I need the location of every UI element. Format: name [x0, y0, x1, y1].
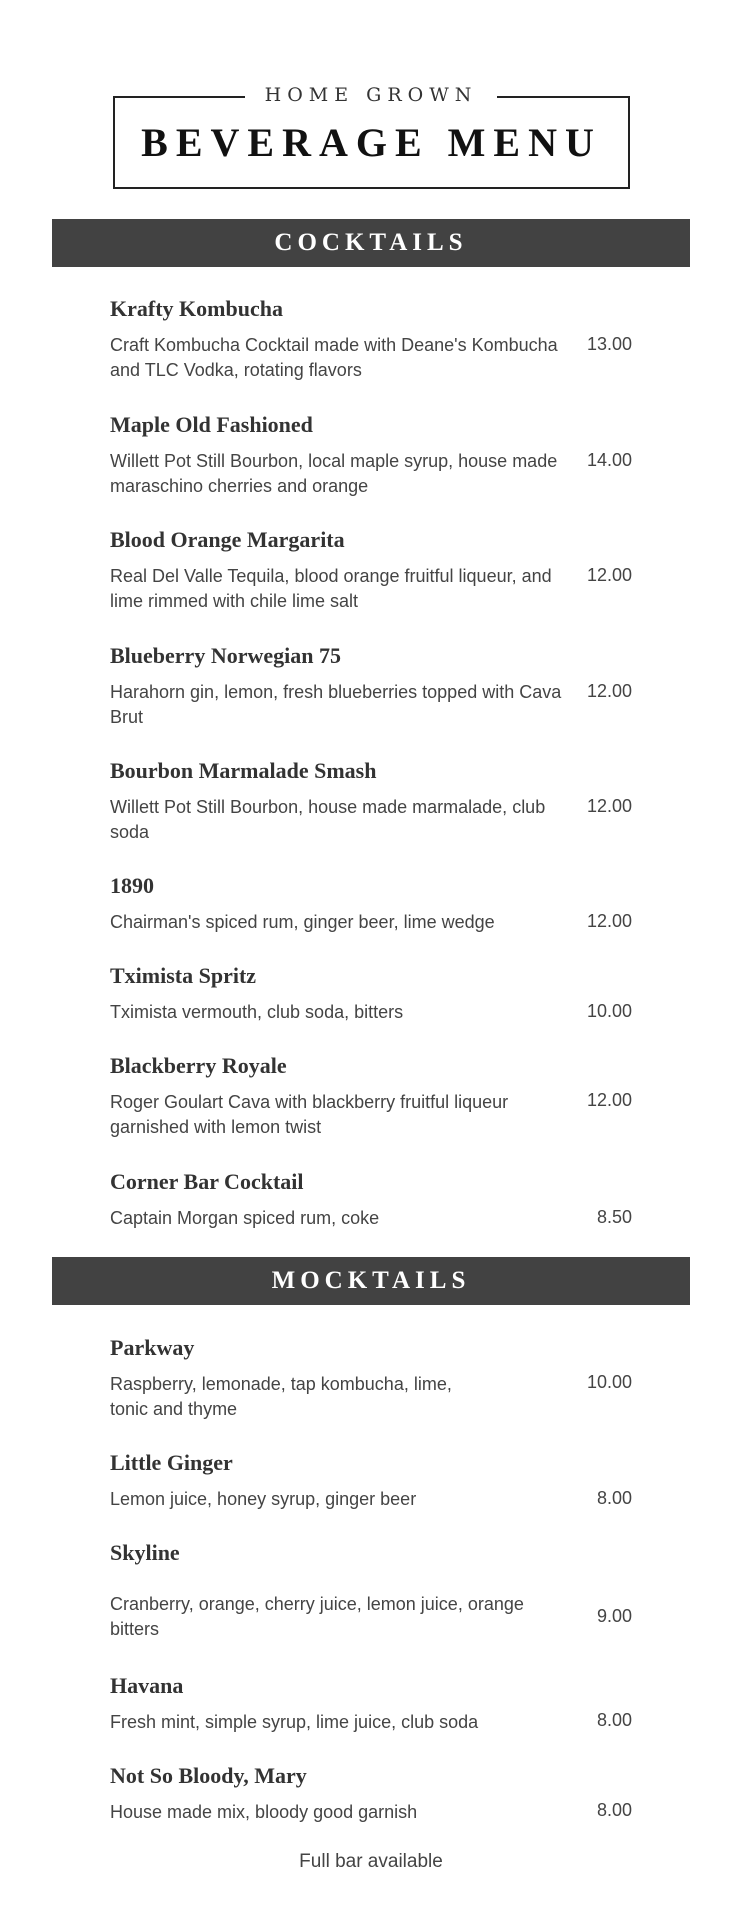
item-price: 8.50 [596, 1207, 632, 1227]
item-price: 8.00 [596, 1488, 632, 1508]
item-description: Harahorn gin, lemon, fresh blueberries topped with Cava Brut [110, 682, 562, 727]
item-description: House made mix, bloody good garnish [110, 1802, 418, 1822]
item-name: Bourbon Marmalade Smash [110, 758, 377, 783]
section-header-mocktails: MOCKTAILS [52, 1257, 690, 1305]
item-name: Blueberry Norwegian 75 [110, 643, 341, 668]
item-description: Craft Kombucha Cocktail made with Deane's Kombucha and TLC Vodka, rotating flavors [110, 335, 558, 380]
menu-title: BEVERAGE MENU [141, 120, 602, 165]
item-name: Skyline [110, 1540, 180, 1565]
item-description: Roger Goulart Cava with blackberry fruitful liqueur garnished with lemon twist [110, 1092, 509, 1137]
menu-kicker: HOME GROWN [245, 80, 497, 110]
item-description: Lemon juice, honey syrup, ginger beer [110, 1489, 417, 1509]
item-price: 12.00 [586, 681, 632, 701]
item-description: Cranberry, orange, cherry juice, lemon juice, orange bitters [110, 1594, 524, 1639]
item-description: Real Del Valle Tequila, blood orange fruitful liqueur, and lime rimmed with chile lime salt [110, 566, 552, 611]
item-name: Blackberry Royale [110, 1053, 287, 1078]
item-name: Little Ginger [110, 1450, 233, 1475]
item-price: 13.00 [586, 334, 632, 354]
item-description: Tximista vermouth, club soda, bitters [110, 1002, 404, 1022]
item-price: 8.00 [596, 1710, 632, 1730]
item-name: Not So Bloody, Mary [110, 1763, 307, 1788]
item-description: Captain Morgan spiced rum, coke [110, 1208, 380, 1228]
section-header-cocktails: COCKTAILS [52, 219, 690, 267]
item-price: 12.00 [586, 1090, 632, 1110]
item-name: Blood Orange Margarita [110, 527, 345, 552]
item-description: Raspberry, lemonade, tap kombucha, lime, tonic and thyme [110, 1374, 452, 1419]
item-description: Fresh mint, simple syrup, lime juice, club soda [110, 1712, 479, 1732]
item-name: Corner Bar Cocktail [110, 1169, 304, 1194]
item-name: Parkway [110, 1335, 195, 1360]
item-name: Havana [110, 1673, 184, 1698]
item-description: Willett Pot Still Bourbon, local maple syrup, house made maraschino cherries and orange [110, 451, 558, 496]
item-description: Willett Pot Still Bourbon, house made marmalade, club soda [110, 797, 546, 842]
footer-note: Full bar available [299, 1851, 443, 1872]
item-name: 1890 [110, 873, 154, 898]
item-price: 14.00 [586, 450, 632, 470]
item-price: 12.00 [586, 911, 632, 931]
item-price: 10.00 [586, 1372, 632, 1392]
item-price: 12.00 [586, 565, 632, 585]
item-price: 8.00 [596, 1800, 632, 1820]
item-price: 12.00 [586, 796, 632, 816]
item-description: Chairman's spiced rum, ginger beer, lime wedge [110, 912, 495, 932]
item-name: Tximista Spritz [110, 963, 257, 988]
item-price: 10.00 [586, 1001, 632, 1021]
item-price: 9.00 [596, 1606, 632, 1626]
item-name: Maple Old Fashioned [110, 412, 313, 437]
item-name: Krafty Kombucha [110, 296, 283, 321]
